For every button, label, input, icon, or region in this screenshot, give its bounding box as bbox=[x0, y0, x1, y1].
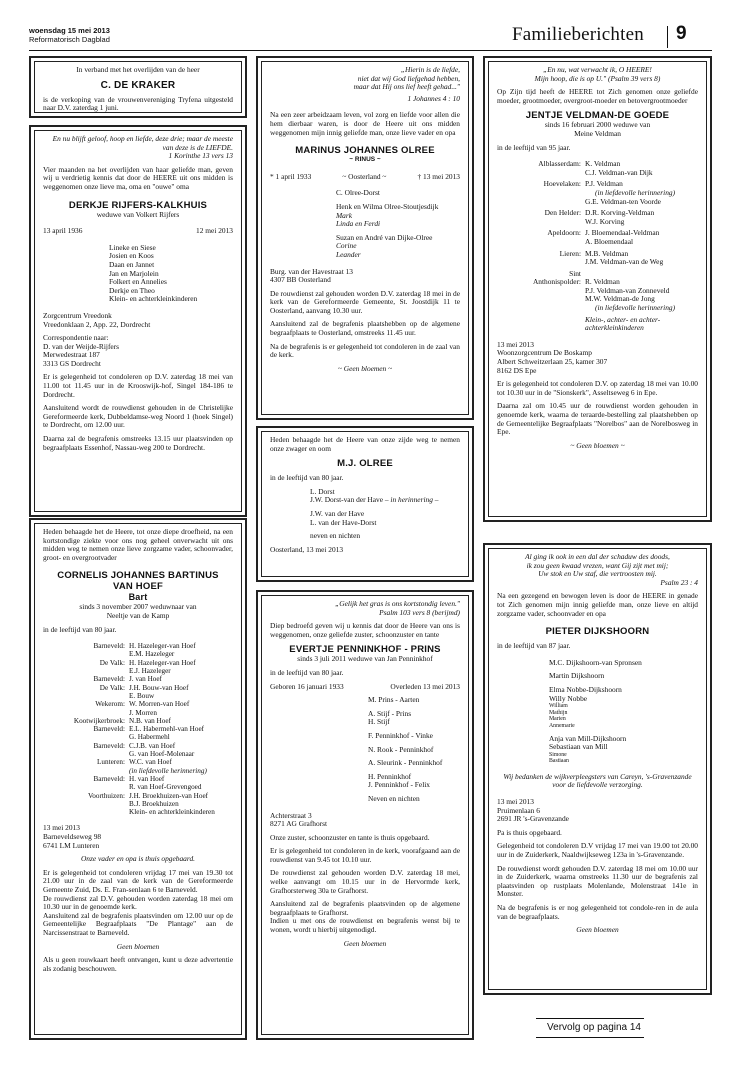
page-number: 9 bbox=[676, 23, 687, 44]
notice-intro: Heden behaagde het de Heere van onze zijde weg te nemen onze zwager en oom bbox=[270, 435, 460, 453]
family-member: H. van Hoef bbox=[129, 774, 165, 783]
family-member: A. Sleurink - Penninkhof bbox=[368, 758, 443, 768]
grandchild: Mathijn bbox=[549, 709, 568, 716]
deceased-nickname: ~ RINUS ~ bbox=[349, 156, 381, 164]
family-member: Linda en Ferdi bbox=[336, 219, 381, 229]
deceased-name: EVERTJE PENNINKHOF - PRINS bbox=[289, 644, 441, 656]
header-rule bbox=[29, 50, 712, 51]
family-place: Anthonispolder: bbox=[532, 277, 581, 287]
notice-penninkhof-prins bbox=[256, 590, 474, 1040]
correspondence-line: Merwedestraat 187 bbox=[43, 350, 100, 360]
family-member: E.L. Habermehl-van Hoef bbox=[129, 725, 205, 734]
family-member: K. Veldman bbox=[585, 159, 621, 169]
continued-on-page: Vervolg op pagina 14 bbox=[536, 1018, 644, 1038]
no-flowers-note: Geen bloemen bbox=[576, 925, 619, 935]
birth-date: Geboren 16 januari 1933 bbox=[270, 681, 344, 691]
notice-paragraph: De rouwdienst zal gehouden worden D.V. zaterdag 18 mei, welke aanvangt om 10.15 uur in de Hervormde kerk, Grafhorsterweg 30a te Grafhorst. bbox=[270, 868, 460, 895]
age-line: in de leeftijd van 80 jaar. bbox=[270, 473, 344, 483]
family-member: Klein- en achterkleinkinderen bbox=[129, 808, 215, 817]
bible-quote: „En nu, wat verwacht ik, O HEERE! bbox=[543, 65, 652, 74]
notice-intro: Na een zeer arbeidzaam leven, vol zorg en liefde voor allen die hem dierbaar waren, is door de Heere uit ons midden weggenomen mijn innig geliefde man, onze lieve vader en opa bbox=[270, 110, 460, 137]
family-place: Wekerom: bbox=[95, 700, 125, 709]
notice-text: is de verkoping van de vrouwenvereniging Tryfena uitgesteld naar D.V. zaterdag 1 juni. bbox=[43, 94, 233, 113]
family-member: A. Stijf - Prins bbox=[368, 708, 412, 718]
birth-date: 13 april 1936 bbox=[43, 226, 83, 236]
family-place: Kootwijkerbroek: bbox=[73, 716, 125, 725]
grandchildren-line: achterkleinkinderen bbox=[585, 323, 644, 333]
family-member: Martin Dijkshoorn bbox=[549, 671, 605, 681]
family-member: neven en nichten bbox=[310, 531, 361, 541]
notice-paragraph: Als u geen rouwkaart heeft ontvangen, kunt u deze advertentie als zodanig beschouwen. bbox=[43, 955, 233, 973]
notice-paragraph: Daarna zal om 10.45 uur de rouwdienst worden gehouden in genoemde kerk, waarna de teraarde-bestelling zal plaatshebben op de Gemeentelijke Begraafplaats "Norelbos" aan de Norelbosweg in Epe. bbox=[497, 401, 698, 437]
notice-paragraph: Onze zuster, schoonzuster en tante is thuis opgebaard. bbox=[270, 832, 430, 842]
age-line: in de leeftijd van 80 jaar. bbox=[270, 667, 344, 677]
family-place: Barneveld: bbox=[93, 725, 125, 734]
issue-date: woensdag 15 mei 2013 bbox=[29, 26, 110, 35]
no-flowers-note: ~ Geen bloemen ~ bbox=[570, 440, 625, 450]
family-member bbox=[310, 496, 460, 505]
address-line: Pruimenlaan 6 bbox=[497, 805, 540, 815]
family-place: Hoevelaken: bbox=[543, 179, 581, 189]
paper-name: Reformatorisch Dagblad bbox=[29, 35, 110, 44]
family-member: M. Prins - Aarten bbox=[368, 695, 420, 705]
bible-quote: niet dat wij God liefgehad hebben, bbox=[357, 73, 460, 83]
family-member: Mark bbox=[336, 210, 353, 220]
family-member: G. Habermehl bbox=[129, 733, 170, 742]
notice-intro: Vier maanden na het overlijden van haar geliefde man, geven wij u verdrietig kennis dat door de HEERE uit ons midden is weggenomen onze lieve ma, oma en "ouwe" oma bbox=[43, 164, 233, 191]
notice-paragraph: Aansluitend zal de begrafenis plaatsvinden op de algemene begraafplaats te Grafhorst. bbox=[270, 899, 460, 917]
notice-intro: Diep bedroefd geven wij u kennis dat door de Heere van ons is weggenomen, onze geliefde zuster, schoonzuster en tante bbox=[270, 621, 460, 639]
family-member: E. Bouw bbox=[129, 691, 155, 700]
notice-date: 13 mei 2013 bbox=[497, 797, 534, 807]
notice-paragraph: De rouwdienst zal gehouden worden D.V. zaterdag 18 mei in de kerk van de Gereformeerde Gemeente, St. Joostdijk 11 te Oosterland, aanvang 10.30 uur. bbox=[270, 288, 460, 315]
family-member: Josien en Koos bbox=[109, 251, 154, 261]
notice-intro: Na een gezegend en bewogen leven is door de HEERE in genade tot Zich genomen mijn innig geliefde man, onze lieve en altijd zorgzame vader, schoonvader en opa bbox=[497, 591, 698, 618]
family-member: H. Hazeleger-van Hoef bbox=[129, 658, 196, 667]
notice-date: 13 mei 2013 bbox=[43, 823, 80, 833]
notice-paragraph: Er is gelegenheid tot condoleren vrijdag 17 mei van 19.30 tot 21.00 uur in de zaal van de kerk van de Gereformeerde Gemeente Zuid, Ds. E. Fran-senlaan 6 te Barneveld. bbox=[43, 867, 233, 894]
grandchild: Annemarie bbox=[549, 722, 575, 729]
family-member: E.M. Hazeleger bbox=[129, 650, 175, 659]
family-member: F. Penninkhof - Vinke bbox=[368, 730, 433, 740]
thanks-note: Wij bedanken de wijkverpleegsters van Careyn, 's-Gravenzande voor de liefdevolle verzorging. bbox=[503, 771, 692, 790]
grandchild: Bastiaan bbox=[549, 758, 569, 765]
address-line: Barneveldseweg 98 bbox=[43, 831, 102, 841]
deceased-sub: Meine Veldman bbox=[574, 128, 621, 138]
bible-quote: Uw stok en Uw staf, die vertroosten mij. bbox=[538, 569, 657, 579]
address-line: 8162 DS Epe bbox=[497, 365, 537, 375]
birth-place: ~ Oosterland ~ bbox=[342, 171, 387, 181]
family-member: J. van Hoef bbox=[129, 675, 162, 684]
notice-intro: Op Zijn tijd heeft de HEERE tot Zich genomen onze geliefde moeder, grootmoeder, overgroot-moeder en betovergrootmoeder bbox=[497, 87, 698, 105]
notice-intro: Heden behaagde het de Heere, tot onze diepe droefheid, na een kortstondige ziekte voor ons nog geheel onverwacht uit ons midden weg te nemen onze lieve zorgzame vader, schoonvader, groot- en overgrootvader bbox=[43, 527, 233, 562]
notice-van-hoef bbox=[29, 518, 247, 1040]
address-line: Achterstraat 3 bbox=[270, 810, 312, 820]
family-list bbox=[497, 160, 698, 333]
bible-quote: Mijn hoop, die is op U." (Psalm 39 vers 8) bbox=[534, 73, 661, 83]
bible-quote: „Gelijk het gras is ons kortstondig leven." bbox=[335, 599, 460, 608]
address-line: 4307 BB Oosterland bbox=[270, 275, 331, 285]
age-line: in de leeftijd van 87 jaar. bbox=[497, 641, 571, 651]
notice-paragraph: Daarna zal de begrafenis omstreeks 13.15 uur plaatsvinden op begraafplaats Essenhof, Nassau-weg 200 te Dordrecht. bbox=[43, 434, 233, 452]
bible-reference: Psalm 103 vers 8 (berijmd) bbox=[379, 607, 460, 617]
notice-veldman-de-goede bbox=[483, 56, 712, 522]
deceased-sub: sinds 16 februari 2000 weduwe van bbox=[544, 120, 651, 130]
family-member: A. Bloemendaal bbox=[585, 236, 634, 246]
bible-quote: „Hierin is de liefde, bbox=[400, 65, 460, 74]
family-place: De Valk: bbox=[99, 683, 125, 692]
grandchild: Simone bbox=[549, 751, 567, 758]
in-memoriam-note: (in liefdevolle herinnering) bbox=[595, 187, 676, 197]
family-member: M.C. Dijkshoorn-van Spronsen bbox=[549, 657, 642, 667]
notice-paragraph: Na de begrafenis is er gelegenheid tot condoleren in de zaal van de kerk. bbox=[270, 341, 460, 360]
deceased-name: C. DE KRAKER bbox=[100, 79, 176, 91]
masthead bbox=[29, 26, 110, 44]
laid-out-note: Onze vader en opa is thuis opgebaard. bbox=[80, 854, 196, 864]
deceased-sub: weduwe van Volkert Rijfers bbox=[96, 209, 180, 219]
notice-paragraph: Aansluitend zal de begrafenis plaatsvinden om 12.00 uur op de Gemeentelijke Begraafplaats "De Plantage" aan de Narcissenstraat te Barneveld. bbox=[43, 910, 233, 937]
section-title: Familieberichten bbox=[512, 24, 644, 45]
bible-reference: 1 Johannes 4 : 10 bbox=[407, 93, 460, 103]
family-member: J.H. Broekhuizen-van Hoef bbox=[129, 791, 209, 800]
family-member: L. Dorst bbox=[310, 486, 335, 496]
family-place: Sint bbox=[569, 268, 581, 278]
family-member: Sebastiaan van Mill bbox=[549, 742, 608, 752]
notice-paragraph: Er is gelegenheid tot condoleren op D.V. zaterdag 18 mei van 11.00 tot 11.45 uur in de Krooswijk-hof, Singel 184-186 te Dordrecht. bbox=[43, 372, 233, 399]
bible-reference: 1 Korinthe 13 vers 13 bbox=[168, 151, 233, 161]
family-member: C.J. Veldman-van Dijk bbox=[585, 167, 653, 177]
notice-de-kraker bbox=[29, 56, 247, 118]
notice-mj-olree bbox=[256, 426, 474, 582]
death-date: 12 mei 2013 bbox=[196, 226, 233, 236]
birth-date: * 1 april 1933 bbox=[270, 171, 312, 181]
bible-quote: ik zou geen kwaad vrezen, want Gij zijt met mij; bbox=[526, 560, 669, 570]
family-place: Barneveld: bbox=[93, 675, 125, 684]
notice-rijfers-kalkhuis bbox=[29, 125, 247, 517]
family-member: J. Morren bbox=[129, 708, 157, 717]
notice-paragraph: Na de begrafenis is er nog gelegenheid tot condole-ren in de aula van de begraafplaats. bbox=[497, 903, 698, 921]
notice-paragraph: Gelegenheid tot condoleren D.V vrijdag 17 mei van 19.00 tot 20.00 uur in de Zuiderkerk, Naaldwijkseweg 123a in 's-Gravenzande. bbox=[497, 841, 698, 860]
family-place bbox=[43, 767, 129, 775]
family-member: N.B. van Hoef bbox=[129, 716, 171, 725]
grandchildren-line: Klein-, achter- en achter- bbox=[585, 314, 661, 324]
deceased-sub: sinds 3 juli 2011 weduwe van Jan Penninkhof bbox=[297, 654, 433, 664]
family-place: Barneveld: bbox=[93, 741, 125, 750]
family-member: H. Penninkhof bbox=[368, 771, 412, 781]
no-flowers-note: ~ Geen bloemen ~ bbox=[337, 363, 393, 373]
address-line: 8271 AG Grafhorst bbox=[270, 819, 328, 829]
family-member: Klein- en achterkleinkinderen bbox=[109, 294, 198, 304]
notice-paragraph: De rouwdienst wordt gehouden D.V. zaterdag 18 mei om 10.00 uur in de Zuiderkerk, waarna omstreeks 11.30 uur de begrafenis zal plaatsvinden op rustplaats Molenlande, Molenstraat 141e in Monster. bbox=[497, 863, 698, 899]
family-member: Henk en Wilma Olree-Stoutjesdijk bbox=[336, 201, 439, 211]
bible-quote: En nu blijft geloof, hoop en liefde, deze drie; maar de meeste van deze is de LIEFDE. bbox=[52, 134, 233, 152]
family-member: P.J. Veldman bbox=[585, 179, 623, 189]
in-memoriam-note: (in liefdevolle herinnering) bbox=[595, 303, 676, 313]
family-member: W.J. Korving bbox=[585, 216, 625, 226]
family-member: Suzan en André van Dijke-Olree bbox=[336, 232, 433, 242]
correspondence-line: 3313 GS Dordrecht bbox=[43, 358, 101, 368]
deceased-name: VAN HOEF bbox=[113, 581, 163, 593]
notice-paragraph: Er is gelegenheid tot condoleren D.V. op zaterdag 18 mei van 10.00 tot 10.30 uur in de "Sionskerk", Asseltseweg 6 in Epe. bbox=[497, 379, 698, 397]
notice-dijkshoorn bbox=[483, 543, 712, 995]
family-place: Apeldoorn: bbox=[547, 228, 581, 238]
bible-quote: Al ging ik ook in een dal der schaduw des doods, bbox=[525, 552, 670, 561]
family-place: Voorthuizen: bbox=[88, 791, 125, 800]
family-member: C.J.B. van Hoef bbox=[129, 741, 176, 750]
family-member: Jan en Marjolein bbox=[109, 268, 159, 278]
family-member: P.J. Veldman-van Zonneveld bbox=[585, 285, 670, 295]
family-member: Folkert en Annelies bbox=[109, 277, 167, 287]
family-member: Neven en nichten bbox=[368, 793, 420, 803]
notice-date: 13 mei 2013 bbox=[497, 339, 534, 349]
family-member: B.J. Broekhuizen bbox=[129, 799, 179, 808]
correspondence-line: D. van der Weijde-Rijfers bbox=[43, 341, 120, 351]
deceased-name: JENTJE VELDMAN-DE GOEDE bbox=[525, 110, 670, 122]
family-member: H. Stijf bbox=[368, 717, 390, 727]
family-member: Willy Nobbe bbox=[549, 693, 588, 703]
family-member: Derkje en Theo bbox=[109, 285, 155, 295]
deceased-sub: Neeltje van de Kamp bbox=[106, 610, 170, 620]
family-member: E.J. Hazeleger bbox=[129, 667, 171, 676]
family-place: Barneveld: bbox=[93, 774, 125, 783]
laid-out-note: Pa is thuis opgebaard. bbox=[497, 827, 562, 837]
notice-intro: In verband met het overlijden van de heer bbox=[76, 65, 200, 74]
age-line: in de leeftijd van 95 jaar. bbox=[497, 142, 571, 152]
address-line: 6741 LM Lunteren bbox=[43, 840, 100, 850]
family-member: M.B. Veldman bbox=[585, 248, 629, 258]
notice-paragraph: Aansluitend wordt de rouwdienst gehouden in de Christelijke Gereformeerde kerk, Dubbeldamse-weg Noord 1 (hoek Singel) te Dordrecht, om 12.00 uur. bbox=[43, 403, 233, 430]
family-member: Leander bbox=[336, 249, 361, 259]
death-date: † 13 mei 2013 bbox=[417, 171, 460, 181]
notice-date: Oosterland, 13 mei 2013 bbox=[270, 544, 344, 554]
notice-paragraph: De rouwdienst zal D.V. gehouden worden zaterdag 18 mei om 10.30 uur in de genoemde kerk. bbox=[43, 893, 233, 912]
family-member: R. Veldman bbox=[585, 277, 620, 287]
family-member: R. van Hoef-Grevengoed bbox=[129, 783, 202, 792]
header-divider bbox=[667, 26, 668, 48]
family-place: Alblasserdam: bbox=[538, 159, 581, 169]
family-member: D.R. Korving-Veldman bbox=[585, 208, 655, 218]
family-member: G. van Hoef-Molenaar bbox=[129, 750, 195, 759]
family-place: Lieren: bbox=[559, 248, 581, 258]
no-flowers-note: Geen bloemen bbox=[116, 941, 160, 951]
family-place: Lunteren: bbox=[97, 758, 125, 767]
family-place: De Valk: bbox=[99, 658, 125, 667]
family-member: W.C. van Hoef bbox=[129, 758, 172, 767]
address-line: Burg. van der Havestraat 13 bbox=[270, 266, 353, 276]
notice-olree bbox=[256, 56, 474, 420]
family-member: J.W. van der Have bbox=[310, 508, 365, 518]
family-member: Lineke en Siese bbox=[109, 242, 156, 252]
family-member: L. van der Have-Dorst bbox=[310, 517, 377, 527]
address-line: Albert Schweitzerlaan 25, kamer 307 bbox=[497, 357, 608, 367]
deceased-name: PIETER DIJKSHOORN bbox=[545, 626, 650, 638]
in-memoriam-note: (in liefdevolle herinnering) bbox=[129, 766, 207, 775]
family-place: Barneveld: bbox=[93, 642, 125, 651]
deceased-sub: sinds 3 november 2007 weduwnaar van bbox=[79, 602, 197, 612]
family-member: C. Olree-Dorst bbox=[336, 188, 380, 198]
notice-paragraph: Er is gelegenheid tot condoleren in de kerk, voorafgaand aan de rouwdienst van 9.45 tot 10.10 uur. bbox=[270, 846, 460, 864]
deceased-name: CORNELIS JOHANNES BARTINUS bbox=[57, 570, 219, 582]
family-member: J.M. Veldman-van de Weg bbox=[585, 257, 664, 267]
deceased-name: M.J. OLREE bbox=[337, 458, 393, 470]
address-line: 2691 JR 's-Gravenzande bbox=[497, 814, 569, 824]
death-date: Overleden 13 mei 2013 bbox=[390, 681, 460, 691]
deceased-nickname: Bart bbox=[128, 592, 148, 603]
family-member: W. Morren-van Hoef bbox=[129, 700, 190, 709]
family-member: G.E. Veldman-ten Voorde bbox=[585, 196, 661, 206]
grandchild: Marien bbox=[549, 716, 566, 723]
family-member: J. Bloemendaal-Veldman bbox=[585, 228, 660, 238]
address-line: Zorgcentrum Vreedonk bbox=[43, 310, 112, 320]
family-member: Elma Nobbe-Dijkshoorn bbox=[549, 684, 622, 694]
family-place bbox=[43, 808, 129, 816]
notice-paragraph: Indien u met ons de rouwdienst en begrafenis wenst bij te wonen, wordt u hierbij uitgenodigd. bbox=[270, 916, 460, 935]
family-member: Anja van Mill-Dijkshoorn bbox=[549, 733, 627, 743]
correspondence-line: Correspondentie naar: bbox=[43, 333, 109, 343]
family-list bbox=[43, 642, 233, 816]
address-line: Vreedonklaan 2, App. 22, Dordrecht bbox=[43, 319, 151, 329]
bible-quote: maar dat Hij ons lief heeft gehad..." bbox=[353, 82, 460, 92]
family-member-name: J.W. Dorst-van der Have – bbox=[310, 495, 389, 505]
family-member: N. Rook - Penninkhof bbox=[368, 744, 434, 754]
notice-paragraph: Aansluitend zal de begrafenis plaatshebben op de algemene begraafplaats te Oosterland, omstreeks 11.45 uur. bbox=[270, 319, 460, 338]
bible-reference: Psalm 23 : 4 bbox=[660, 577, 698, 587]
deceased-name: MARINUS JOHANNES OLREE bbox=[295, 145, 435, 157]
deceased-name: DERKJE RIJFERS-KALKHUIS bbox=[68, 199, 208, 211]
family-member: H. Hazeleger-van Hoef bbox=[129, 642, 196, 651]
family-member: Corine bbox=[336, 241, 357, 251]
no-flowers-note: Geen bloemen bbox=[343, 938, 387, 948]
in-memoriam-note: in herinnering – bbox=[390, 495, 439, 505]
grandchild: William bbox=[549, 703, 568, 710]
family-member: J. Penninkhof - Felix bbox=[368, 780, 430, 790]
family-place: Den Helder: bbox=[544, 208, 581, 218]
family-member: J.H. Bouw-van Hoef bbox=[129, 683, 189, 692]
age-line: in de leeftijd van 80 jaar. bbox=[43, 624, 117, 634]
family-member: M.W. Veldman-de Jong bbox=[585, 294, 655, 304]
family-member: Daan en Jannet bbox=[109, 259, 155, 269]
address-line: Woonzorgcentrum De Boskamp bbox=[497, 348, 592, 358]
